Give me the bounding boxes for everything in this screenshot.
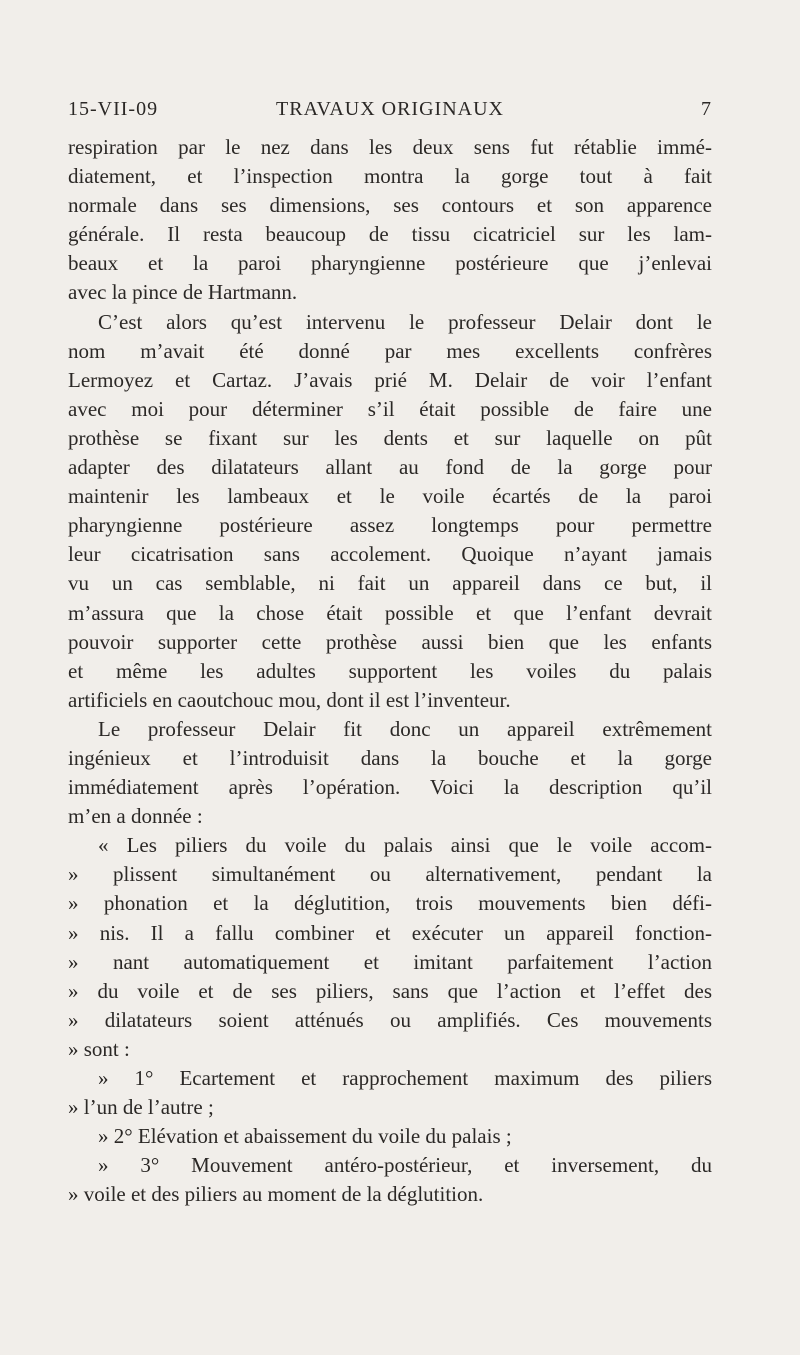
text-line: » 2° Elévation et abaissement du voile du palais ; bbox=[98, 1124, 512, 1149]
text-line: » l’un de l’autre ; bbox=[68, 1095, 214, 1120]
text-line: pharyngienne postérieure assez longtemps pour permettre bbox=[68, 513, 712, 538]
header-section-title: TRAVAUX ORIGINAUX bbox=[276, 98, 504, 120]
text-line: « Les piliers du voile du palais ainsi que le voile accom- bbox=[98, 833, 712, 858]
text-line: » dilatateurs soient atténués ou amplifiés. Ces mouvements bbox=[68, 1007, 712, 1032]
page-number: 7 bbox=[701, 98, 712, 120]
text-line: Le professeur Delair fit donc un appareil extrêmement bbox=[98, 716, 712, 741]
text-line: respiration par le nez dans les deux sens fut rétablie immé- bbox=[68, 135, 712, 159]
text-line: » 1° Ecartement et rapprochement maximum des piliers bbox=[98, 1066, 712, 1090]
text-line: diatement, et l’inspection montra la gorge tout à fait bbox=[68, 164, 712, 189]
text-line: normale dans ses dimensions, ses contours et son apparence bbox=[68, 193, 712, 218]
text-line: m’assura que la chose était possible et que l’enfant devrait bbox=[68, 600, 712, 625]
text-line: » nis. Il a fallu combiner et exécuter un appareil fonction- bbox=[68, 920, 712, 945]
text-line: » plissent simultanément ou alternativement, pendant la bbox=[68, 862, 712, 887]
text-line: C’est alors qu’est intervenu le professeur Delair dont le bbox=[98, 309, 712, 334]
text-line: » phonation et la déglutition, trois mouvements bien défi- bbox=[68, 891, 712, 916]
text-line: avec moi pour déterminer s’il était possible de faire une bbox=[68, 396, 712, 421]
text-line: ingénieux et l’introduisit dans la bouche et la gorge bbox=[68, 745, 712, 770]
text-line: Lermoyez et Cartaz. J’avais prié M. Delair de voir l’enfant bbox=[68, 367, 712, 392]
text-line: prothèse se fixant sur les dents et sur laquelle on pût bbox=[68, 425, 712, 450]
text-line: m’en a donnée : bbox=[68, 804, 203, 829]
text-line: avec la pince de Hartmann. bbox=[68, 280, 298, 305]
text-line: leur cicatrisation sans accolement. Quoique n’ayant jamais bbox=[68, 542, 712, 567]
text-line: immédiatement après l’opération. Voici la description qu’il bbox=[68, 775, 712, 800]
text-line: pouvoir supporter cette prothèse aussi bien que les enfants bbox=[68, 629, 712, 654]
text-line: générale. Il resta beaucoup de tissu cicatriciel sur les lam- bbox=[68, 222, 712, 247]
header-date: 15-VII-09 bbox=[68, 98, 159, 120]
text-line: » voile et des piliers au moment de la déglutition. bbox=[68, 1182, 484, 1207]
body-text bbox=[68, 133, 712, 1209]
text-line: » 3° Mouvement antéro-postérieur, et inversement, du bbox=[98, 1153, 712, 1178]
text-line: vu un cas semblable, ni fait un appareil dans ce but, il bbox=[68, 571, 712, 596]
text-line: nom m’avait été donné par mes excellents confrères bbox=[68, 338, 712, 363]
text-line: adapter des dilatateurs allant au fond de la gorge pour bbox=[68, 455, 712, 480]
text-line: » sont : bbox=[68, 1036, 130, 1061]
text-line: et même les adultes supportent les voiles du palais bbox=[68, 658, 712, 683]
running-header bbox=[68, 98, 712, 128]
text-line: » nant automatiquement et imitant parfaitement l’action bbox=[68, 949, 712, 974]
text-line: artificiels en caoutchouc mou, dont il est l’inventeur. bbox=[68, 687, 511, 712]
text-line: beaux et la paroi pharyngienne postérieure que j’enlevai bbox=[68, 251, 712, 276]
text-line: maintenir les lambeaux et le voile écartés de la paroi bbox=[68, 484, 712, 509]
text-line: » du voile et de ses piliers, sans que l’action et l’effet des bbox=[68, 978, 712, 1003]
